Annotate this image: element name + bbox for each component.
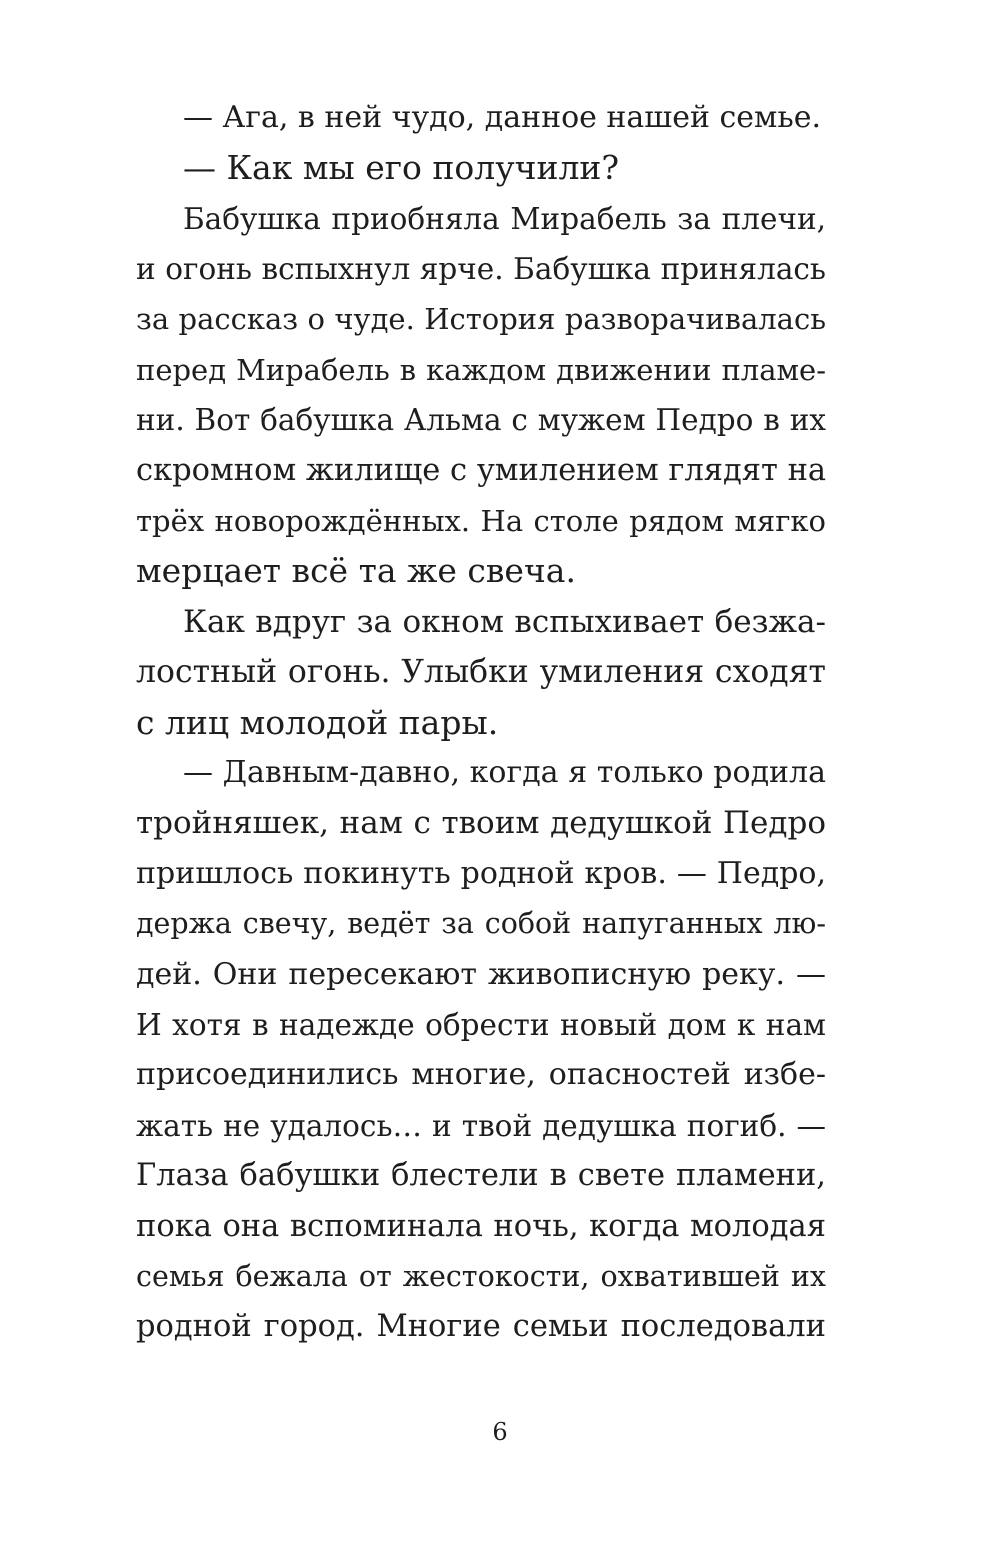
text-line: пришлось покинуть родной кров. — Педро, [136, 856, 826, 891]
text-line: держа свечу, ведёт за собой напуганных лю- [136, 907, 826, 940]
page-number: 6 [492, 1418, 508, 1446]
text-line: и огонь вспыхнул ярче. Бабушка принялась [136, 252, 826, 286]
text-line: ни. Вот бабушка Альма с мужем Педро в их [136, 403, 826, 437]
text-line: тройняшек, нам с твоим дедушкой Педро [136, 805, 826, 841]
text-line: присоединились многие, опасностей избе- [136, 1057, 826, 1092]
text-line: Глаза бабушки блестели в свете пламени, [136, 1158, 826, 1193]
text-line: мерцает всё та же свеча. [136, 551, 576, 590]
text-line: перед Мирабель в каждом движении пламе- [136, 353, 826, 387]
text-line: — Ага, в ней чудо, данное нашей семье. [183, 100, 821, 135]
text-line: — Как мы его получили? [183, 148, 620, 187]
text-line: дей. Они пересекают живописную реку. — [136, 957, 826, 992]
text-line: с лиц молодой пары. [136, 703, 499, 742]
text-line: семья бежала от жестокости, охватившей их [136, 1260, 826, 1293]
text-line: Бабушка приобняла Мирабель за плечи, [183, 202, 826, 236]
text-line: И хотя в надежде обрести новый дом к нам [136, 1008, 826, 1042]
text-line: трёх новорождённых. На столе рядом мягко [136, 504, 826, 538]
text-line: — Давным-давно, когда я только родила [183, 755, 826, 790]
text-line: за рассказ о чуде. История разворачивалась [136, 302, 826, 336]
text-line: родной город. Многие семьи последовали [136, 1309, 826, 1344]
text-line: пока она вспоминала ночь, когда молодая [136, 1209, 826, 1244]
text-line: жать не удалось… и твой дедушка погиб. — [136, 1109, 826, 1143]
text-line: скромном жилище с умилением глядят на [136, 453, 826, 488]
text-line: лостный огонь. Улыбки умиления сходят [136, 654, 826, 690]
text-line: Как вдруг за окном вспыхивает безжа- [183, 604, 826, 640]
